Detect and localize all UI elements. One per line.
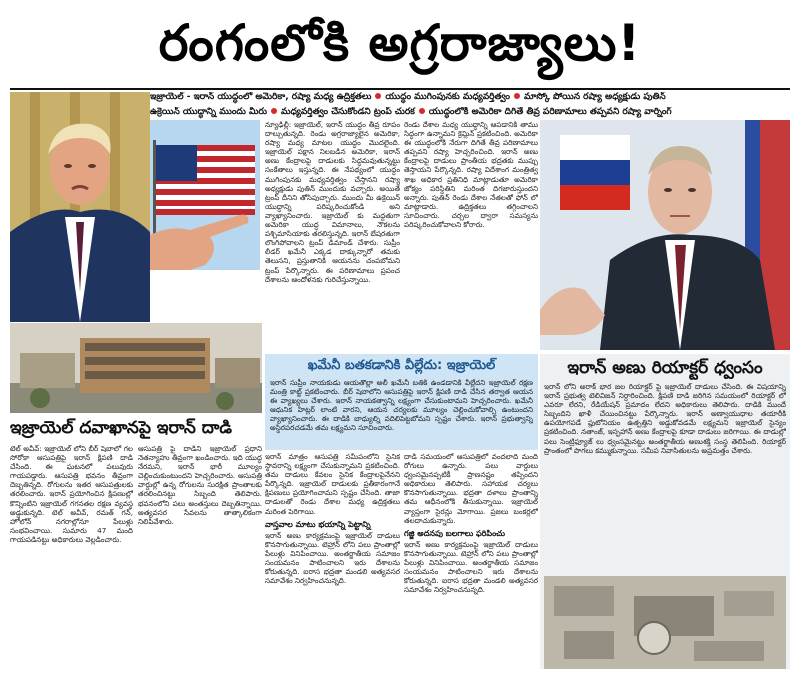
hospital-building-icon <box>10 323 262 413</box>
subhead-2: గజ్జి అదనపు బలగాలు ఫరిపించు <box>404 528 506 538</box>
kicker-1b: యుద్ధం ముగింపునకు మధ్యవర్తిత్వం <box>385 92 510 102</box>
khamenei-text: ఇరాన్ సుప్రీం నాయకుడు ఆయతొల్లా అలీ ఖమేనీ బతికి ఉండడానికి వీల్లేదని ఇజ్రాయెల్ రక్షణ మంత్రి కాట్జ్ ప్రకటించారు. బీర్ షెబాలోని ఆసుపత్రిపై ఇరాన్ క్షిపణి దాడి చేసిన తర్వాత ఆయన ఈ వ్యాఖ్యలు చేశారు. ఇరాన్ నాయకత్వాన్ని లక్ష్యంగా చేసుకుంటామని హెచ్చరించారు. ఖమేనీ ఆధునిక హిట్లర్ లాంటి వారని, ఆయన చర్యలకు మూల్యం చెల్లించుకోవాల్సి ఉంటుందని వ్యాఖ్యానించారు. ఈ దాడికి బాధ్యుల్ని వదిలిపెట్టబోమని స్పష్టం చేశారు. ఇరాన్ ప్రభుత్వాన్ని అస్థిరపరచడమే తమ లక్ష్యమని సూచించారు. <box>270 378 533 433</box>
russia-flag-icon <box>560 135 630 210</box>
putin-figure-icon <box>540 120 790 350</box>
hospital-column-4-text-b: ఇరాన్ అణు కార్యక్రమంపై ఇజ్రాయెల్ దాడులు కొనసాగుతున్నాయి. టెహ్రాన్ లోని పలు ప్రాంతాల్లో పేలుళ్లు వినిపించాయి. అంతర్జాతీయ సమాజం సంయమనం పాటించాలని ఇరు దేశాలను కోరుతున్నది. ఐరాస భద్రతా మండలి అత్యవసర సమావేశం నిర్వహించనున్నది. <box>404 539 538 595</box>
pointing-hand-icon <box>150 195 260 270</box>
hospital-photo <box>10 323 262 413</box>
kicker-2b: మధ్యవర్తిత్వం చేసుకోండని ట్రంప్ చురక <box>280 107 415 117</box>
hospital-column-4-text: దాడి సమయంలో ఆసుపత్రిలో వందలాది మంది రోగులు ఉన్నారు. పలు వార్డులు ధ్వంసమైనప్పటికీ ప్రాణనష్టం తప్పిందని అధికారులు తెలిపారు. సహాయక చర్యలు కొనసాగుతున్నాయి. భద్రతా దళాలు ప్రాంతాన్ని తమ ఆధీనంలోకి తీసుకున్నాయి. ఇజ్రాయెల్ వ్యాప్తంగా సైరన్లు మోగాయి. ప్రజలు బంకర్లలో తలదాచుకున్నారు. <box>404 452 538 525</box>
hospital-column-4 <box>404 452 538 669</box>
kicker-2c: యుద్ధంలోకి అమెరికా దిగితే తీవ్ర పరిణామాలు తప్పవని రష్యా వార్నింగ్ <box>428 107 672 117</box>
trump-hand-photo <box>150 195 260 270</box>
trump-figure-icon <box>10 92 150 322</box>
reactor-satellite-photo <box>544 576 786 669</box>
hospital-column-2: ఆసుపత్రి పై దాడిని ఇజ్రాయెల్ ప్రధాని నెతన్యాహు తీవ్రంగా ఖండించారు. ఇది యుద్ధ నేరమని, ఇరాన్ భారీ మూల్యం చెల్లించుకుంటుందని హెచ్చరించారు. ఆసుపత్రి వార్డుల్లో ఉన్న రోగులను సురక్షిత ప్రాంతాలకు తరలించినట్టు సిబ్బంది తెలిపారు. భవనంలోని పలు అంతస్తులు దెబ్బతిన్నాయి. అత్యవసర సేవలను తాత్కాలికంగా నిలిపివేశారు. <box>138 444 262 526</box>
bullet-dot-icon <box>271 108 277 114</box>
headline-rule <box>10 88 790 90</box>
hospital-column-3-text-b: ఇరాన్ అణు కార్యక్రమంపై ఇజ్రాయెల్ దాడులు కొనసాగుతున్నాయి. టెహ్రాన్ లోని పలు ప్రాంతాల్లో పేలుళ్లు వినిపించాయి. అంతర్జాతీయ సమాజం సంయమనం పాటించాలని ఇరు దేశాలను కోరుతున్నది. ఐరాస భద్రతా మండలి అత్యవసర సమావేశం నిర్వహించనున్నది. <box>265 530 400 586</box>
subhead-1: వాస్తవాల మాటు భయాన్ని పెట్టాన్ని <box>265 519 371 529</box>
putin-photo <box>540 120 790 350</box>
bullet-dot-icon <box>419 108 425 114</box>
headline: రంగంలోకి అగ్రరాజ్యాలు! <box>158 14 642 72</box>
kicker-2a: ఉక్రెయిన్ యుద్ధాన్ని ముందు మీరు <box>150 107 267 117</box>
reactor-text: ఇరాన్ లోని అరాక్ భార జల రియాక్టర్ పై ఇజ్రాయెల్ దాడులు చేసింది. ఈ విషయాన్ని ఇరాన్ ప్రభుత్వ టెలివిజన్ నిర్ధారించింది. క్షిపణి దాడి జరిగిన సమయంలో రియాక్టర్ లో ఎవరూ లేరని, రేడియేషన్ ప్రమాదం లేదని అధికారులు తెలిపారు. దాడికి ముందే సిబ్బందిని ఖాళీ చేయించినట్టు పేర్కొన్నారు. ఇరాన్ అణ్వాయుధాల తయారీకి ఉపయోగపడే ప్లుటోనియం ఉత్పత్తిని అడ్డుకోవడమే లక్ష్యమని ఇజ్రాయెల్ సైన్యం ప్రకటించింది. నతాంజ్, ఇస్ఫహాన్ అణు కేంద్రాలపై కూడా దాడులు జరిగాయి. ఈ దాడుల్లో పలు సెంట్రిఫ్యూజ్ లు ధ్వంసమైనట్టు అంతర్జాతీయ అణుశక్తి సంస్థ తెలిపింది. రియాక్టర్ ప్రాంతంలో పొగలు కమ్ముకున్నాయి. సమీప నివాసితులను అప్రమత్తం చేశారు. <box>544 382 786 455</box>
reactor-box-title: ఇరాన్ అణు రియాక్టర్ ధ్వంసం <box>567 358 763 378</box>
kicker-line-1 <box>150 92 790 104</box>
hospital-section-title: ఇజ్రాయెల్ దవాఖానపై ఇరాన్ దాడి <box>10 418 233 438</box>
bullet-dot-icon <box>375 93 381 99</box>
reactor-site-icon <box>544 576 786 669</box>
hospital-column-1: టెల్ అవీవ్: ఇజ్రాయెల్ లోని బీర్ షెబాలో గల సోరోకా ఆసుపత్రిపై ఇరాన్ క్షిపణి దాడి చేసింది. ఈ ఘటనలో పలువురు గాయపడ్డారు. ఆసుపత్రి భవనం తీవ్రంగా దెబ్బతిన్నది. రోగులను ఇతర ఆసుపత్రులకు తరలించారు. ఇరాన్ ప్రయోగించిన క్షిపణుల్లో కొన్నింటిని ఇజ్రాయెల్ గగనతల రక్షణ వ్యవస్థ అడ్డుకున్నది. టెల్ అవీవ్, రమత్ గన్, హోలోన్ నగరాల్లోనూ పేలుళ్లు సంభవించాయి. సుమారు 47 మంది గాయపడినట్టు అధికారులు వెల్లడించారు. <box>10 444 133 544</box>
trump-photo <box>10 92 150 322</box>
article-column-2: రెండు దేశాల మధ్య యుద్ధాన్ని ఆపడానికి తాము సిద్ధంగా ఉన్నామని క్రెమ్లిన్ ప్రకటించింది. అమెరికా ఈ యుద్ధంలోకి నేరుగా దిగితే తీవ్ర పరిణామాలు తప్పవని రష్యా హెచ్చరించింది. ఇరాన్ అణు కేంద్రాలపై దాడులు ప్రాంతీయ భద్రతకు ముప్పు తెస్తాయని పేర్కొన్నది. రష్యా విదేశాంగ మంత్రిత్వ శాఖ అధికార ప్రతినిధి మాట్లాడుతూ అమెరికా జోక్యం పరిస్థితిని మరింత దిగజారుస్తుందని అన్నారు. పుతిన్ రెండు దేశాల నేతలతో ఫోన్ లో మాట్లాడారు. ఉద్రిక్తతలు తగ్గించాలని సూచించారు. చర్చల ద్వారా సమస్యను పరిష్కరించుకోవాలని కోరారు. <box>404 120 538 230</box>
bullet-dot-icon <box>514 93 520 99</box>
hospital-column-3-text: ఇరాన్ మాత్రం ఆసుపత్రి సమీపంలోని సైనిక స్థావరాన్ని లక్ష్యంగా చేసుకున్నామని ప్రకటించింది. తమ దాడులు కేవలం సైనిక కేంద్రాలపైనేనని పేర్కొన్నది. ఇజ్రాయెల్ దాడులకు ప్రతీకారంగానే క్షిపణులు ప్రయోగించామని స్పష్టం చేసింది. తాజా దాడులతో రెండు దేశాల మధ్య ఉద్రిక్తతలు మరింత పెరిగాయి. <box>265 452 400 516</box>
article-column-1: న్యూఢిల్లీ: ఇజ్రాయెల్, ఇరాన్ యుద్ధం తీవ్ర రూపం దాల్చుతున్నది. రెండు అగ్రరాజ్యాలైన అమెరికా, రష్యా మధ్య మాటల యుద్ధం మొదలైంది. ఇజ్రాయెల్ పక్షాన నిలబడిన అమెరికా, ఇరాన్ అణు కేంద్రాలపై దాడులకు సిద్ధమవుతున్నట్టు సంకేతాలు ఇస్తున్నది. ఈ నేపథ్యంలో యుద్ధం ముగింపునకు మధ్యవర్తిత్వం చేస్తానని రష్యా అధ్యక్షుడు పుతిన్ ముందుకు వచ్చారు. అయితే ట్రంప్ దీనిని తోసిపుచ్చారు. ముందు మీ ఉక్రెయిన్ యుద్ధాన్ని పరిష్కరించుకోండి అని వ్యాఖ్యానించారు. ఇజ్రాయెల్ కు మద్దతుగా అమెరికా యుద్ధ విమానాలు, నౌకలను పశ్చిమాసియాకు తరలిస్తున్నది. ఇరాన్ బేషరతుగా లొంగిపోవాలని ట్రంప్ డిమాండ్ చేశారు. సుప్రీం లీడర్ ఖమేనీ ఎక్కడ దాక్కున్నారో తమకు తెలుసని, ప్రస్తుతానికి ఆయనను చంపబోమని ట్రంప్ పేర్కొన్నారు. ఈ పరిణామాలు ప్రపంచ దేశాలను ఆందోళనకు గురిచేస్తున్నాయి. <box>265 120 400 284</box>
kicker-1c: మాస్కో పోయిన రష్యా అధ్యక్షుడు పుతిన్ <box>523 92 666 102</box>
kicker-1a: ఇజ్రాయెల్ - ఇరాన్ యుద్ధంలో అమెరికా, రష్యా మధ్య ఉద్రిక్తతలు <box>150 92 372 102</box>
khamenei-box-title: ఖమేనీ బతకడానికి వీల్లేదు: ఇజ్రాయెల్ <box>307 358 496 373</box>
hospital-column-3 <box>265 452 400 669</box>
kicker-line-2 <box>150 107 790 119</box>
